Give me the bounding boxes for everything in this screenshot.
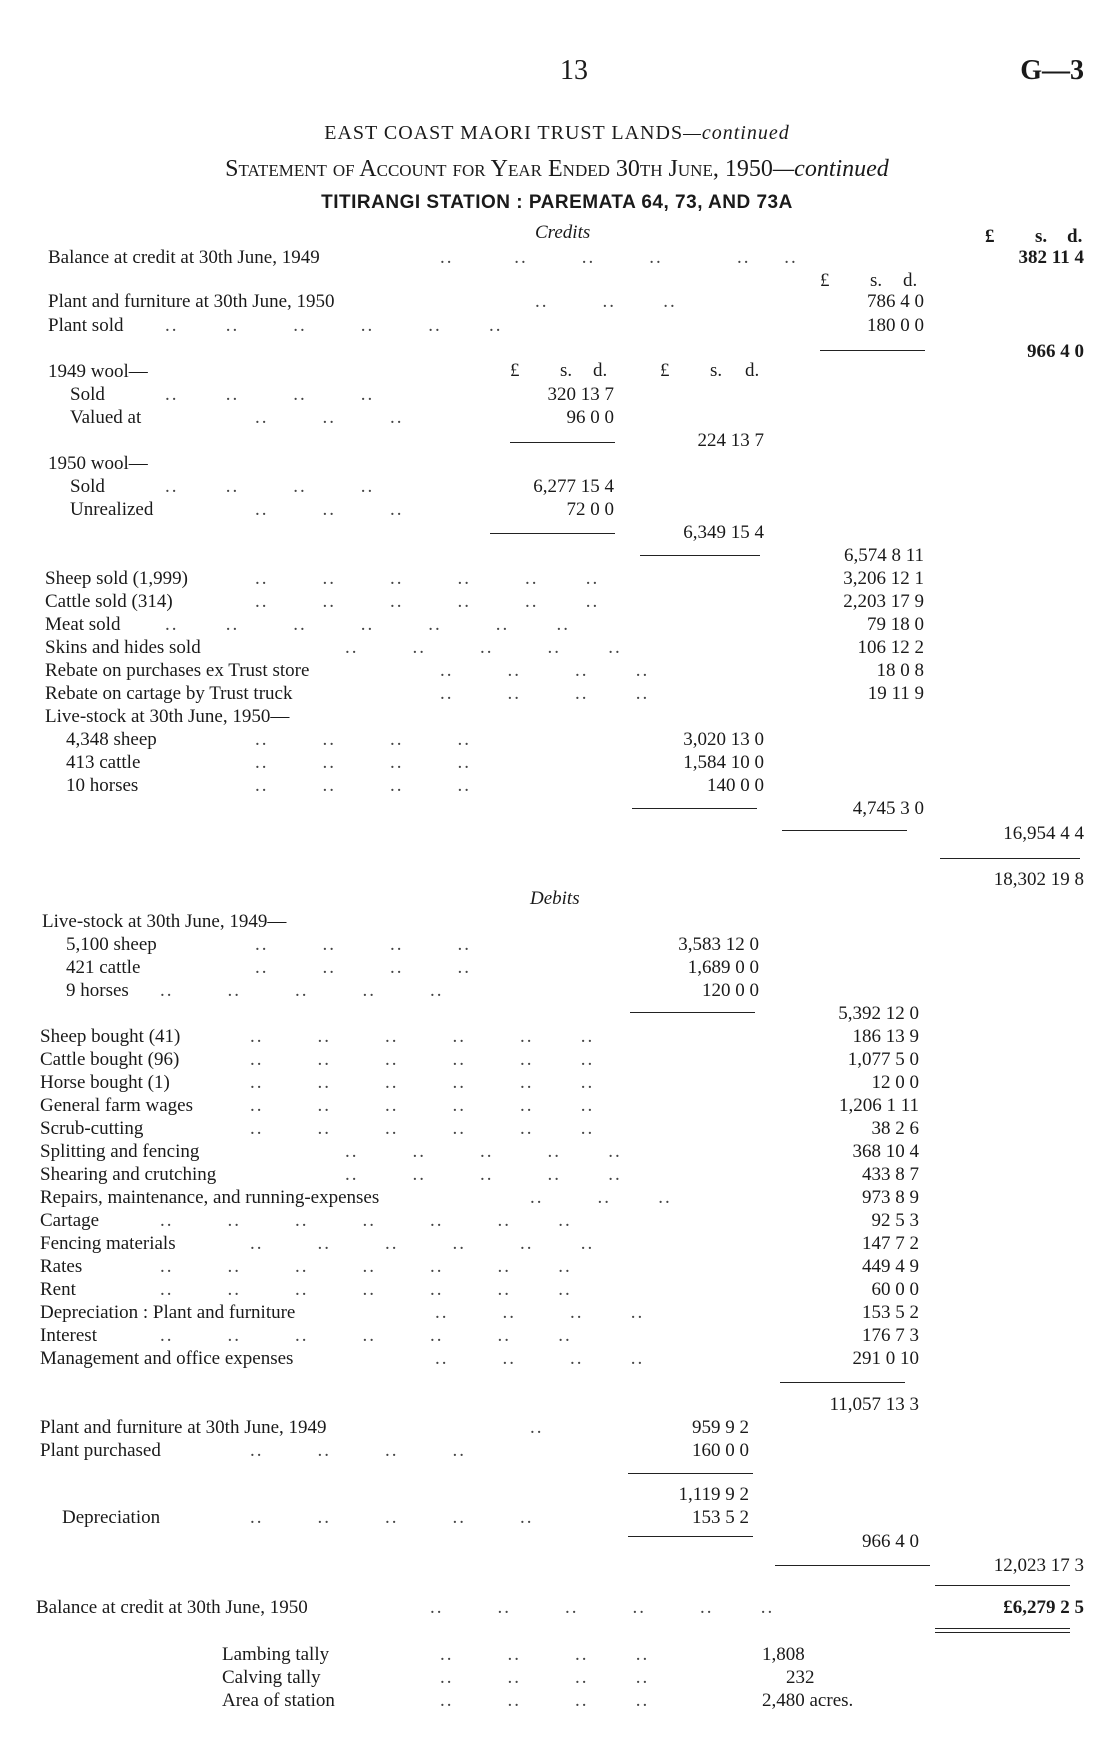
credit-livestock-item-amount: 1,584 10 0	[683, 752, 764, 773]
right-col-pound: £	[985, 226, 995, 247]
credit-item-row	[0, 613, 1114, 637]
c4-col-s: s.	[870, 270, 883, 291]
debit-item-amount: 1,077 5 0	[847, 1049, 919, 1070]
leader-dots: .. .. .. .. .. .. ..	[165, 614, 570, 635]
rule	[935, 1632, 1070, 1633]
leader-dots: .. .. .. .. ..	[160, 980, 444, 1001]
wool-c1-pound: £	[510, 360, 520, 381]
debit-item-row	[0, 1163, 1114, 1187]
debit-item-amount: 368 10 4	[852, 1141, 919, 1162]
leader-dots: .. .. .. .. .. ..	[430, 1597, 775, 1618]
debit-item-row	[0, 1071, 1114, 1095]
title-line-2-suffix: —continued	[772, 156, 889, 182]
tally-row	[0, 1689, 1114, 1713]
credit-livestock-item-label: 413 cattle	[66, 752, 141, 773]
debit-livestock-total: 5,392 12 0	[838, 1003, 919, 1024]
leader-dots: .. .. ..	[255, 407, 404, 428]
leader-dots: .. .. .. .. ..	[345, 1141, 622, 1162]
credit-livestock-total-row	[0, 797, 1114, 821]
debit-livestock-item-amount: 1,689 0 0	[687, 957, 759, 978]
debit-item-row	[0, 1117, 1114, 1141]
leader-dots: .. .. .. ..	[165, 384, 375, 405]
credit-item-row	[0, 659, 1114, 683]
debit-livestock-total-row	[0, 1002, 1114, 1026]
wool-c3-pound: £	[660, 360, 670, 381]
leader-dots: .. .. .. ..	[440, 1644, 650, 1665]
debit-plant-amount: 959 9 2	[692, 1417, 749, 1438]
debit-item-row	[0, 1025, 1114, 1049]
credit-balance-row	[0, 246, 1114, 270]
wool-1950-unrealized-amount: 72 0 0	[566, 499, 614, 520]
wool-1950-label: 1950 wool—	[48, 453, 148, 474]
debit-livestock-row	[0, 910, 1114, 934]
right-col-d: d.	[1067, 226, 1083, 247]
credit-plant-row	[0, 290, 1114, 314]
leader-dots: .. .. .. ..	[255, 934, 471, 955]
leader-dots: ..	[530, 1417, 544, 1438]
leader-dots: .. .. .. .. .. .. ..	[160, 1279, 572, 1300]
credit-grand-total: 18,302 19 8	[993, 869, 1084, 890]
credit-livestock-item-label: 10 horses	[66, 775, 139, 796]
debit-plant-purchased-row	[0, 1439, 1114, 1463]
credit-item-row	[0, 567, 1114, 591]
rule	[940, 858, 1080, 859]
wool-1950-sold-label: Sold	[70, 476, 105, 497]
leader-dots: .. .. .. ..	[435, 1348, 645, 1369]
wool-1950-total-row	[0, 521, 1114, 545]
tally-label: Calving tally	[222, 1667, 321, 1688]
credit-item-label: Skins and hides sold	[45, 637, 201, 658]
debit-total-row	[0, 1554, 1114, 1578]
credit-item-row	[0, 636, 1114, 660]
wool-1950-row	[0, 452, 1114, 476]
credit-item-label: Rebate on purchases ex Trust store	[45, 660, 310, 681]
debit-depreciation-label: Depreciation	[62, 1507, 161, 1528]
debit-livestock-item	[0, 956, 1114, 980]
wool-1950-unrealized-label: Unrealized	[70, 499, 154, 520]
debit-plant-label: Plant and furniture at 30th June, 1949	[40, 1417, 327, 1438]
leader-dots: .. .. .. .. ..	[250, 1507, 534, 1528]
leader-dots: .. .. .. ..	[440, 1690, 650, 1711]
wool-1949-label: 1949 wool—	[48, 361, 148, 382]
credit-livestock-item	[0, 751, 1114, 775]
leader-dots: .. .. .. .. ..	[345, 637, 622, 658]
wool-c3-s: s.	[710, 360, 723, 381]
leader-dots: .. .. ..	[530, 1187, 672, 1208]
debit-item-amount: 291 0 10	[852, 1348, 919, 1369]
leader-dots: .. .. .. .. .. ..	[250, 1095, 595, 1116]
debit-livestock-item-label: 9 horses	[66, 980, 129, 1001]
wool-c1-d: d.	[593, 360, 608, 381]
c4-col-d: d.	[903, 270, 918, 291]
debit-item-row	[0, 1324, 1114, 1348]
debit-item-row	[0, 1140, 1114, 1164]
leader-dots: .. .. .. .. .. ..	[255, 591, 600, 612]
wool-total-row	[0, 544, 1114, 568]
leader-dots: .. .. .. ..	[255, 752, 471, 773]
debit-item-amount: 433 8 7	[862, 1164, 919, 1185]
leader-dots: .. .. .. .. .. ..	[250, 1233, 595, 1254]
debit-item-label: Horse bought (1)	[40, 1072, 170, 1093]
debit-livestock-label: Live-stock at 30th June, 1949—	[42, 911, 287, 932]
debit-plant-purchased-label: Plant purchased	[40, 1440, 161, 1461]
credit-livestock-item-amount: 140 0 0	[707, 775, 764, 796]
debit-item-amount: 12 0 0	[871, 1072, 919, 1093]
tally-value: 232	[786, 1667, 815, 1688]
leader-dots: .. .. .. .. .. .. ..	[160, 1210, 572, 1231]
balance-1950-row	[0, 1596, 1114, 1620]
leader-dots: .. .. .. .. .. ..	[255, 568, 600, 589]
credit-item-amount: 19 11 9	[867, 683, 924, 704]
leader-dots: .. .. .. ..	[250, 1440, 466, 1461]
credit-plant-amount: 786 4 0	[867, 291, 924, 312]
leader-dots: .. .. .. .. .. .. ..	[160, 1256, 572, 1277]
debit-plant-sum-row	[0, 1483, 1114, 1507]
tally-value: 1,808	[762, 1644, 805, 1665]
title-line-2-main: Statement of Account for Year Ended 30th June, 1950	[225, 156, 773, 182]
credit-livestock-item	[0, 774, 1114, 798]
tally-label: Lambing tally	[222, 1644, 330, 1665]
debit-items-total-row	[0, 1393, 1114, 1417]
wool-1950-total: 6,349 15 4	[683, 522, 764, 543]
credit-item-label: Sheep sold (1,999)	[45, 568, 189, 589]
wool-1949-net-row	[0, 429, 1114, 453]
debit-livestock-item	[0, 933, 1114, 957]
balance-1950-label: Balance at credit at 30th June, 1950	[36, 1597, 308, 1618]
debit-depreciation-amount: 153 5 2	[692, 1507, 749, 1528]
wool-1949-sold-amount: 320 13 7	[547, 384, 614, 405]
credit-item-amount: 79 18 0	[867, 614, 924, 635]
wool-total: 6,574 8 11	[843, 545, 924, 566]
tally-row	[0, 1643, 1114, 1667]
debit-item-label: Rent	[40, 1279, 76, 1300]
credit-livestock-label: Live-stock at 30th June, 1950—	[45, 706, 290, 727]
debit-item-label: Depreciation : Plant and furniture	[40, 1302, 296, 1323]
credit-livestock-row	[0, 705, 1114, 729]
rule	[780, 1382, 905, 1383]
wool-1949-sold-label: Sold	[70, 384, 105, 405]
credit-balance-label: Balance at credit at 30th June, 1949	[48, 247, 320, 268]
debit-total: 12,023 17 3	[993, 1555, 1084, 1576]
credit-subtotal-row	[0, 822, 1114, 846]
debit-item-label: Cartage	[40, 1210, 100, 1231]
page-code: G—3	[1020, 55, 1084, 86]
debit-item-label: Shearing and crutching	[40, 1164, 217, 1185]
credit-plant-sold-amount: 180 0 0	[867, 315, 924, 336]
debit-livestock-item	[0, 979, 1114, 1003]
credit-plant-sold-row	[0, 314, 1114, 338]
title-line-1-suffix: —continued	[683, 122, 790, 144]
credit-subtotal	[1003, 822, 1084, 846]
credit-item-amount: 18 0 8	[876, 660, 924, 681]
leader-dots: .. .. .. .. .. ..	[250, 1072, 595, 1093]
leader-dots: .. .. .. ..	[255, 729, 471, 750]
wool-1949-net: 224 13 7	[697, 430, 764, 451]
c4-col-pound: £	[820, 270, 830, 291]
wool-1949-row	[0, 360, 1114, 384]
debit-item-row	[0, 1301, 1114, 1325]
debit-livestock-item-amount: 3,583 12 0	[678, 934, 759, 955]
debit-depreciation-row	[0, 1506, 1114, 1530]
debit-item-label: Management and office expenses	[40, 1348, 294, 1369]
page-number: 13	[560, 55, 588, 86]
debit-plant-net: 966 4 0	[862, 1531, 919, 1552]
tally-value: 2,480 acres.	[762, 1690, 854, 1711]
debit-item-label: Splitting and fencing	[40, 1141, 200, 1162]
debit-item-row	[0, 1347, 1114, 1371]
wool-1949-valued-amount: 96 0 0	[566, 407, 614, 428]
debit-plant-sum: 1,119 9 2	[678, 1484, 749, 1505]
credit-item-label: Meat sold	[45, 614, 121, 635]
leader-dots: .. .. ..	[255, 499, 404, 520]
debit-item-row	[0, 1048, 1114, 1072]
credit-plant-sold-label: Plant sold	[48, 315, 124, 336]
wool-1949-valued-row	[0, 406, 1114, 430]
wool-1950-sold-row	[0, 475, 1114, 499]
leader-dots: .. .. .. ..	[255, 957, 471, 978]
wool-c1-s: s.	[560, 360, 573, 381]
tally-label: Area of station	[222, 1690, 335, 1711]
credit-livestock-item-amount: 3,020 13 0	[683, 729, 764, 750]
credit-item-row	[0, 682, 1114, 706]
debit-plant-purchased-amount: 160 0 0	[692, 1440, 749, 1461]
debit-item-row	[0, 1255, 1114, 1279]
credit-livestock-item	[0, 728, 1114, 752]
debit-item-amount: 449 4 9	[862, 1256, 919, 1277]
credit-item-amount: 106 12 2	[857, 637, 924, 658]
leader-dots: .. .. .. .. .. .. ..	[160, 1325, 572, 1346]
leader-dots: .. .. .. ..	[440, 660, 650, 681]
wool-1950-unrealized-row	[0, 498, 1114, 522]
debit-item-amount: 1,206 1 11	[838, 1095, 919, 1116]
credit-livestock-item-label: 4,348 sheep	[66, 729, 157, 750]
credit-item-label: Cattle sold (314)	[45, 591, 173, 612]
debit-livestock-item-amount: 120 0 0	[702, 980, 759, 1001]
debits-heading: Debits	[530, 888, 580, 909]
debit-item-label: Sheep bought (41)	[40, 1026, 181, 1047]
balance-1950-amount: £6,279 2 5	[1003, 1597, 1084, 1618]
debit-item-amount: 176 7 3	[862, 1325, 919, 1346]
debit-items-total: 11,057 13 3	[829, 1394, 919, 1415]
leader-dots: .. .. .. ..	[435, 1302, 645, 1323]
rule	[628, 1473, 753, 1474]
debit-item-row	[0, 1186, 1114, 1210]
credit-item-row	[0, 590, 1114, 614]
wool-c3-d: d.	[745, 360, 760, 381]
debit-livestock-item-label: 5,100 sheep	[66, 934, 157, 955]
rule	[935, 1585, 1070, 1586]
wool-1949-sold-row	[0, 383, 1114, 407]
debit-plant-row	[0, 1416, 1114, 1440]
debit-item-row	[0, 1094, 1114, 1118]
credit-item-amount: 2,203 17 9	[843, 591, 924, 612]
debit-item-label: Scrub-cutting	[40, 1118, 144, 1139]
leader-dots: .. .. .. .. .. ..	[250, 1026, 595, 1047]
debit-item-amount: 38 2 6	[871, 1118, 919, 1139]
leader-dots: .. .. .. ..	[165, 476, 375, 497]
debit-item-row	[0, 1209, 1114, 1233]
debit-item-label: Interest	[40, 1325, 97, 1346]
credit-item-amount: 3,206 12 1	[843, 568, 924, 589]
debit-item-label: Repairs, maintenance, and running-expenses	[40, 1187, 380, 1208]
wool-1949-valued-label: Valued at	[70, 407, 142, 428]
leader-dots: .. .. .. ..	[440, 683, 650, 704]
debit-item-amount: 60 0 0	[871, 1279, 919, 1300]
credits-heading: Credits	[535, 222, 591, 243]
title-line-2	[0, 156, 1114, 183]
debit-item-label: Cattle bought (96)	[40, 1049, 180, 1070]
title-line-1-main: EAST COAST MAORI TRUST LANDS	[324, 122, 684, 144]
leader-dots: .. .. .. .. ..	[345, 1164, 622, 1185]
leader-dots: .. .. .. ..	[440, 1667, 650, 1688]
debit-item-amount: 147 7 2	[862, 1233, 919, 1254]
credit-item-label: Rebate on cartage by Trust truck	[45, 683, 293, 704]
debit-livestock-item-label: 421 cattle	[66, 957, 141, 978]
leader-dots: .. .. .. ..	[255, 775, 471, 796]
rule	[935, 1628, 1070, 1629]
credit-subtotal-value: 16,954 4 4	[1003, 823, 1084, 844]
debit-item-row	[0, 1278, 1114, 1302]
right-col-s: s.	[1035, 226, 1048, 247]
credit-plant-total: 966 4 0	[1027, 341, 1084, 362]
leader-dots: .. .. ..	[535, 291, 677, 312]
credit-livestock-total: 4,745 3 0	[852, 798, 924, 819]
credit-plant-label: Plant and furniture at 30th June, 1950	[48, 291, 335, 312]
debit-item-amount: 153 5 2	[862, 1302, 919, 1323]
debit-item-amount: 92 5 3	[871, 1210, 919, 1231]
leader-dots: .. .. .. .. .. ..	[165, 315, 503, 336]
leader-dots: .. .. .. .. .. ..	[440, 247, 798, 268]
debit-item-amount: 186 13 9	[852, 1026, 919, 1047]
debit-item-label: General farm wages	[40, 1095, 193, 1116]
credit-balance-amount: 382 11 4	[1018, 247, 1084, 268]
title-line-1	[0, 122, 1114, 145]
title-line-3: TITIRANGI STATION : PAREMATA 64, 73, AND 73A	[321, 192, 793, 213]
tally-row	[0, 1666, 1114, 1690]
debit-item-amount: 973 8 9	[862, 1187, 919, 1208]
leader-dots: .. .. .. .. .. ..	[250, 1118, 595, 1139]
wool-1950-sold-amount: 6,277 15 4	[533, 476, 614, 497]
debit-plant-net-row	[0, 1530, 1114, 1554]
leader-dots: .. .. .. .. .. ..	[250, 1049, 595, 1070]
debit-item-row	[0, 1232, 1114, 1256]
debit-item-label: Rates	[40, 1256, 83, 1277]
debit-item-label: Fencing materials	[40, 1233, 176, 1254]
